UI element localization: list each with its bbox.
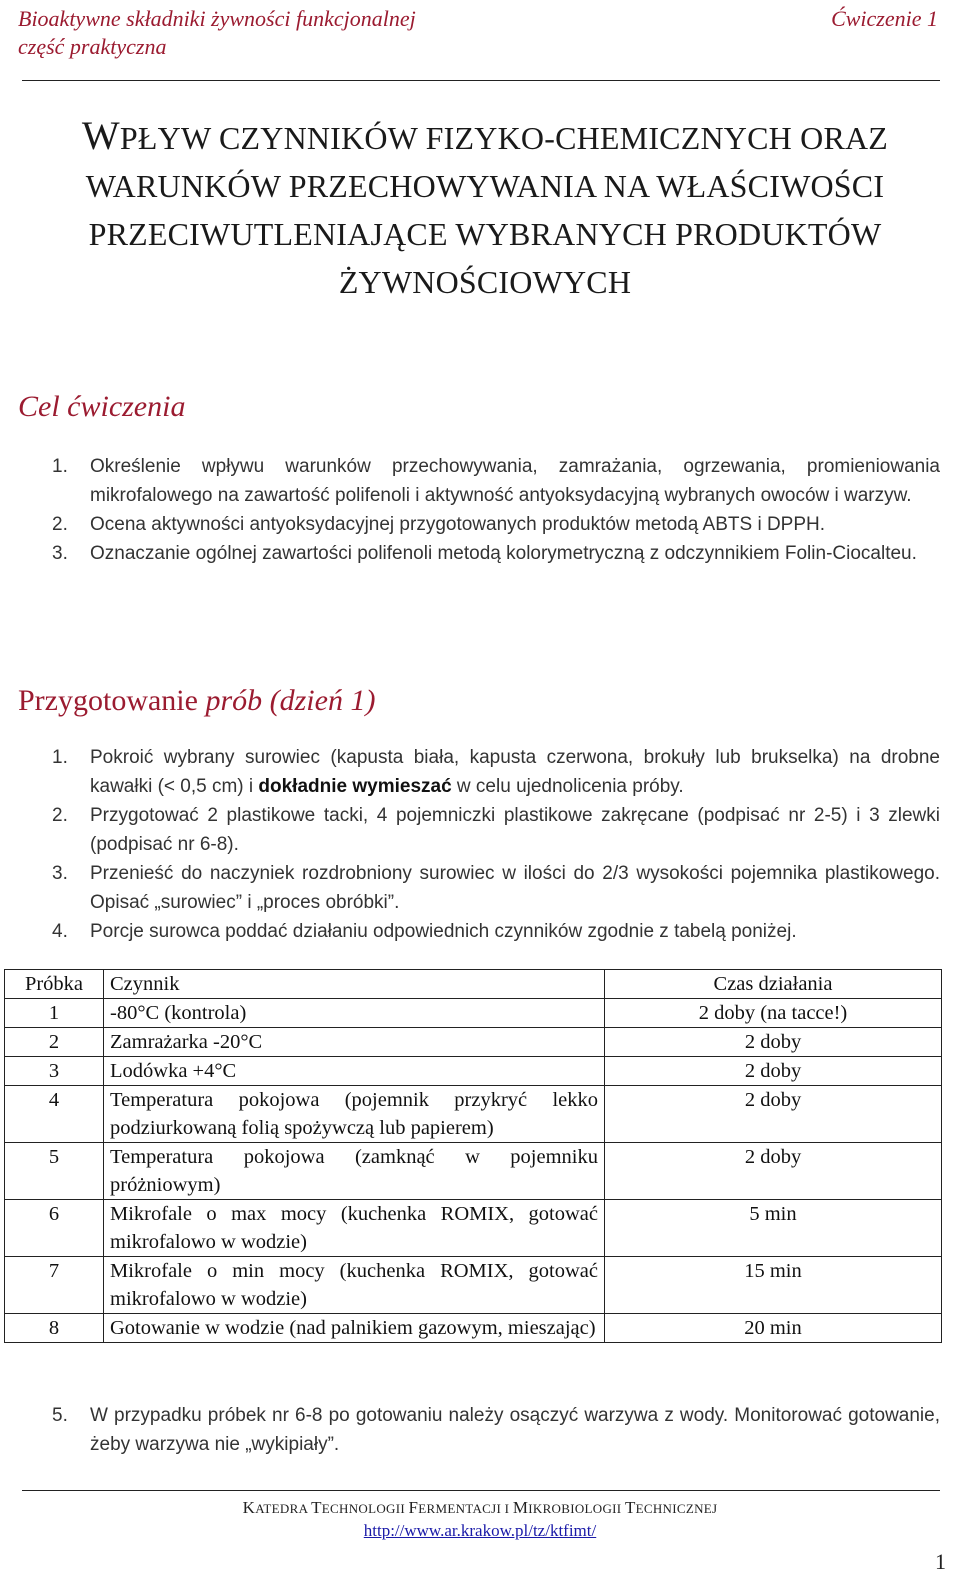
emphasis-text: dokładnie wymieszać (258, 776, 452, 797)
after-item: 5. W przypadku próbek nr 6-8 po gotowaniu należy osączyć warzywa z wody. Monitorować gotowanie, żeby warzywa nie „wykipiały”. (52, 1405, 940, 1455)
footer-divider (22, 1490, 940, 1491)
title-line-1 (30, 112, 940, 162)
title-initial: W (81, 113, 120, 158)
table-row: 3 Lodówka +4°C 2 doby (5, 1057, 942, 1086)
header-course-title: Bioaktywne składniki żywności funkcjonalnej (18, 6, 416, 31)
footer-department: KATEDRA TECHNOLOGII FERMENTACJI I MIKROBIOLOGII TECHNICZNEJ (242, 1498, 718, 1517)
table-row: 2 Zamrażarka -20°C 2 doby (5, 1028, 942, 1057)
goals-heading: Cel ćwiczenia (18, 390, 186, 423)
table-row: 1 -80°C (kontrola) 2 doby (na tacce!) (5, 999, 942, 1028)
title-line-2: WARUNKÓW PRZECHOWYWANIA NA WŁAŚCIWOŚCI (85, 168, 885, 204)
goals-list (52, 452, 940, 568)
after-list (52, 1401, 940, 1459)
document-title (30, 112, 940, 306)
prep-item: 3. Przenieść do naczyniek rozdrobniony surowiec w ilości do 2/3 wysokości pojemnika plastikowego. Opisać „surowiec” i „proces obróbki”. (52, 863, 940, 913)
footer-link[interactable]: http://www.ar.krakow.pl/tz/ktfimt/ (363, 1521, 597, 1540)
header-subtitle: część praktyczna (18, 34, 167, 59)
table-header-row (5, 970, 942, 999)
title-line-1-rest: PŁYW CZYNNIKÓW FIZYKO-CHEMICZNYCH ORAZ (119, 120, 889, 156)
prep-item: 2. Przygotować 2 plastikowe tacki, 4 pojemniczki plastikowe zakręcane (podpisać nr 2-5) i 3 zlewki (podpisać nr 6-8). (52, 805, 940, 855)
header-divider (22, 80, 940, 81)
goal-item: 1. Określenie wpływu warunków przechowywania, zamrażania, ogrzewania, promieniowania mikrofalowego na zawartość polifenoli i aktywność antyoksydacyjną wybranych owoców i warzyw. (52, 456, 940, 506)
table-row: 4 Temperatura pokojowa (pojemnik przykryć lekko podziurkowaną folią spożywczą lub papierem) 2 doby (5, 1086, 942, 1143)
prep-heading-plain: Przygotowanie (18, 684, 198, 717)
title-line-4: ŻYWNOŚCIOWYCH (338, 264, 632, 300)
column-header: Próbka (5, 970, 104, 999)
goal-item: 3. Oznaczanie ogólnej zawartości polifenoli metodą kolorymetryczną z odczynnikiem Folin-Ciocalteu. (52, 543, 917, 564)
table-row: 7 Mikrofale o min mocy (kuchenka ROMIX, gotować mikrofalowo w wodzie) 15 min (5, 1257, 942, 1314)
prep-heading (18, 684, 375, 718)
table-row: 6 Mikrofale o max mocy (kuchenka ROMIX, gotować mikrofalowo w wodzie) 5 min (5, 1200, 942, 1257)
goal-item: 2. Ocena aktywności antyoksydacyjnej przygotowanych produktów metodą ABTS i DPPH. (52, 514, 826, 535)
column-header: Czynnik (104, 970, 605, 999)
header-exercise-number: Ćwiczenie 1 (831, 6, 938, 31)
table-row: 5 Temperatura pokojowa (zamknąć w pojemniku próżniowym) 2 doby (5, 1143, 942, 1200)
column-header: Czas działania (605, 970, 942, 999)
page-number: 1 (935, 1549, 946, 1574)
prep-heading-italic: prób (dzień 1) (205, 684, 376, 717)
prep-item: 1. Pokroić wybrany surowiec (kapusta biała, kapusta czerwona, brokuły lub brukselka) na drobne kawałki (< 0,5 cm) i dokładnie wymieszać w celu ujednolicenia próby. (52, 747, 940, 797)
prep-list (52, 743, 940, 946)
prep-item: 4. Porcje surowca poddać działaniu odpowiednich czynników zgodnie z tabelą poniżej. (52, 921, 797, 942)
samples-table (4, 969, 942, 1343)
table-row: 8 Gotowanie w wodzie (nad palnikiem gazowym, mieszając) 20 min (5, 1314, 942, 1343)
title-line-3: PRZECIWUTLENIAJĄCE WYBRANYCH PRODUKTÓW (88, 216, 882, 252)
